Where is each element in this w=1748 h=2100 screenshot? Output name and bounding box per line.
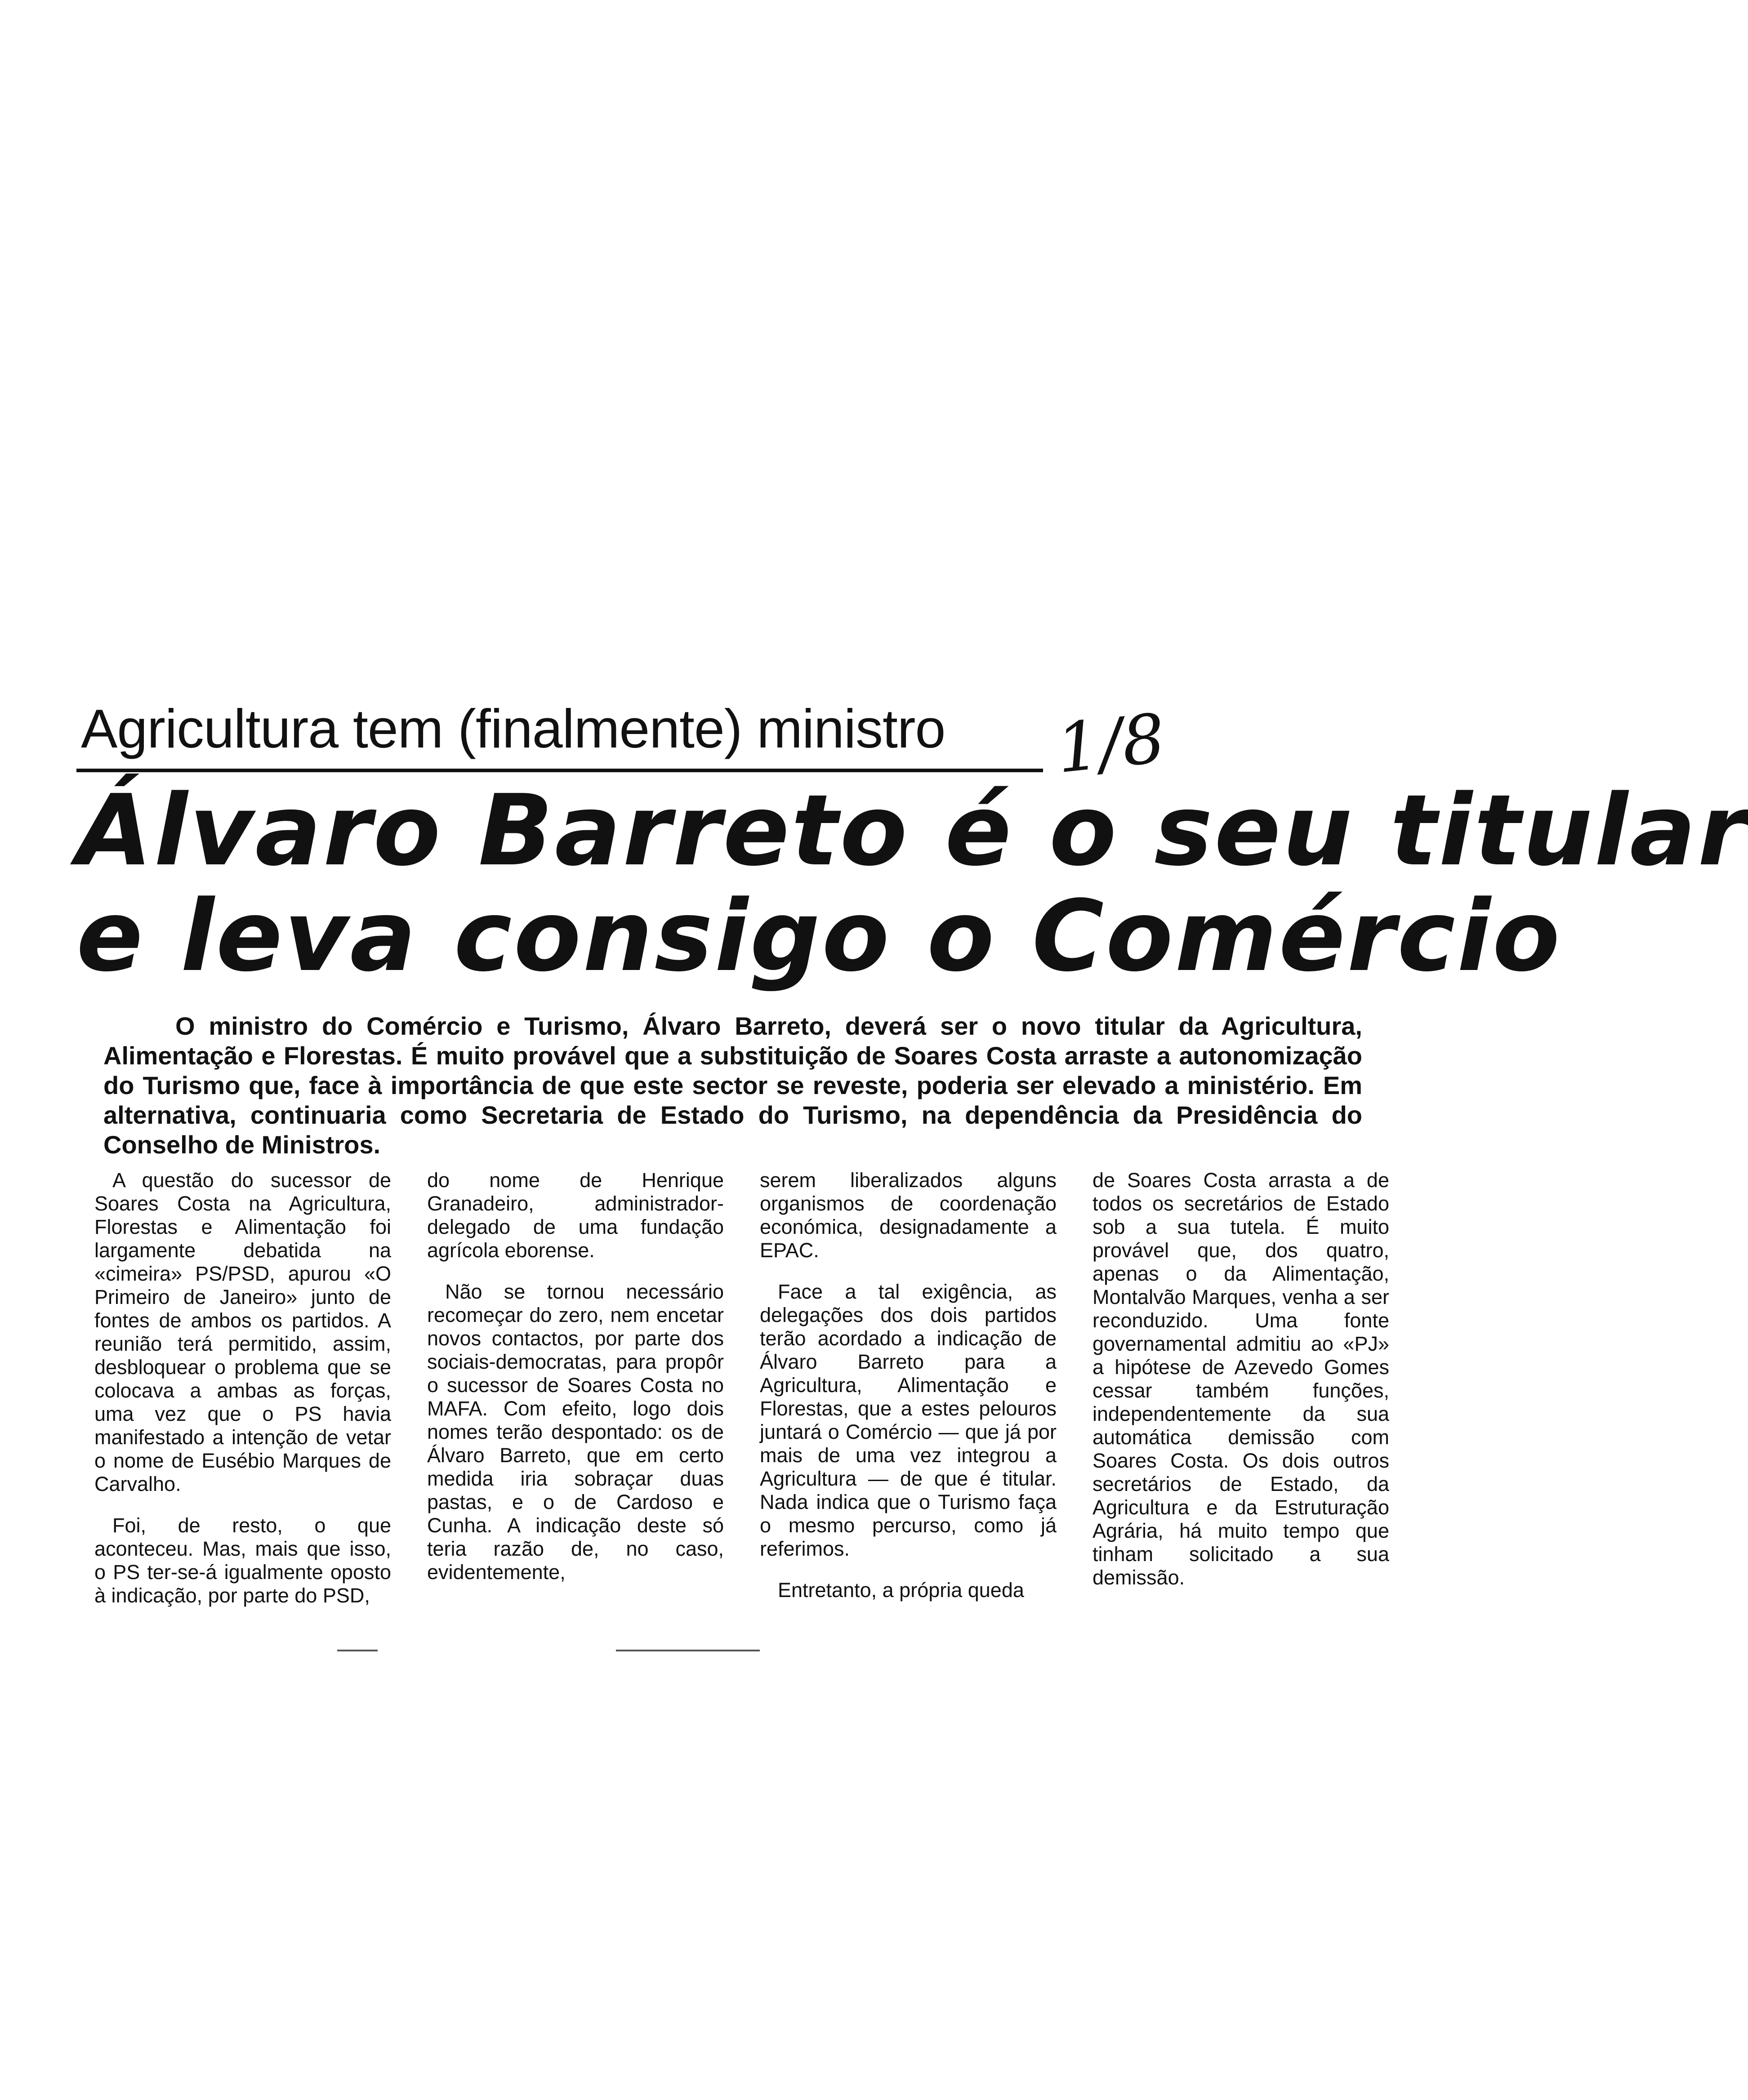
body-paragraph: de Soares Costa arrasta a de todos os secretários de Estado sob a sua tutela. É muito provável que, dos quatro, apenas o da Alimentação, Montalvão Marques, venha a ser reconduzido. Uma fonte governamental admitiu ao «PJ» a hipótese de Azevedo Gomes cessar também funções, independentemente da sua automática demissão com Soares Costa. Os dois outros secretários de Estado, da Agricultura e da Estruturação Agrária, há muito tempo que tinham solicitado a sua demissão.	[1092, 1169, 1389, 1589]
article-body	[85, 1169, 1416, 1618]
lead-text: O ministro do Comércio e Turismo, Álvaro Barreto, deverá ser o novo titular da Agricultura, Alimentação e Florestas. É muito provável que a substituição de Soares Costa arraste a autonomização do Turismo que, face à importância de que este sector se reveste, poderia ser elevado a ministério. Em alternativa, continuaria como Secretaria de Estado do Turismo, na dependência da Presidência do Conselho de Ministros.	[103, 1012, 1362, 1159]
body-paragraph: Entretanto, a própria queda	[778, 1579, 1024, 1602]
body-paragraph: Não se tornou necessário recomeçar do zero, nem encetar novos contactos, por parte dos sociais-democratas, para propôr o sucessor de Soares Costa no MAFA. Com efeito, logo dois nomes terão despontado: os de Álvaro Barreto, que em certo medida iria sobraçar duas pastas, e o de Cardoso e Cunha. A indicação deste só teria razão de, no caso, evidentemente,	[427, 1280, 724, 1584]
body-column-2	[427, 1169, 724, 1602]
article-kicker: Agricultura tem (finalmente) ministro	[81, 698, 945, 759]
body-paragraph: serem liberalizados alguns organismos de coordenação económica, designadamente a EPAC.	[760, 1169, 1057, 1262]
body-paragraph: do nome de Henrique Granadeiro, administrador-delegado de uma fundação agrícola eborense.	[427, 1169, 724, 1262]
article-lead	[103, 1011, 1362, 1160]
handwritten-note: 1/8	[1052, 699, 1169, 789]
body-column-3	[760, 1169, 1057, 1620]
body-column-4	[1092, 1169, 1389, 1607]
footer-rule	[616, 1650, 760, 1651]
body-paragraph: A questão do sucessor de Soares Costa na Agricultura, Florestas e Alimentação foi largamente debatida na «cimeira» PS/PSD, apurou «O Primeiro de Janeiro» junto de fontes de ambos os partidos. A reunião terá permitido, assim, desbloquear o problema que se colocava a ambas as forças, uma vez que o PS havia manifestado a intenção de vetar o nome de Eusébio Marques de Carvalho.	[94, 1169, 391, 1495]
newspaper-clipping	[76, 698, 1748, 1659]
headline-line-1: Álvaro Barreto é o seu titular	[76, 774, 1748, 888]
body-paragraph: Face a tal exigência, as delegações dos dois partidos terão acordado a indicação de Álvaro Barreto para a Agricultura, Alimentação e Florestas, que a estes pelouros juntará o Comércio — que já por mais de uma vez integrou a Agricultura — de que é titular. Nada indica que o Turismo faça o mesmo percurso, como já referimos.	[760, 1280, 1057, 1560]
headline-line-2: e leva consigo o Comércio	[76, 880, 1562, 993]
body-column-1	[94, 1169, 391, 1625]
footer-rule	[337, 1650, 378, 1651]
body-paragraph: Foi, de resto, o que aconteceu. Mas, mais que isso, o PS ter-se-á igualmente oposto à indicação, por parte do PSD,	[94, 1514, 391, 1607]
kicker-underline	[76, 769, 1043, 772]
